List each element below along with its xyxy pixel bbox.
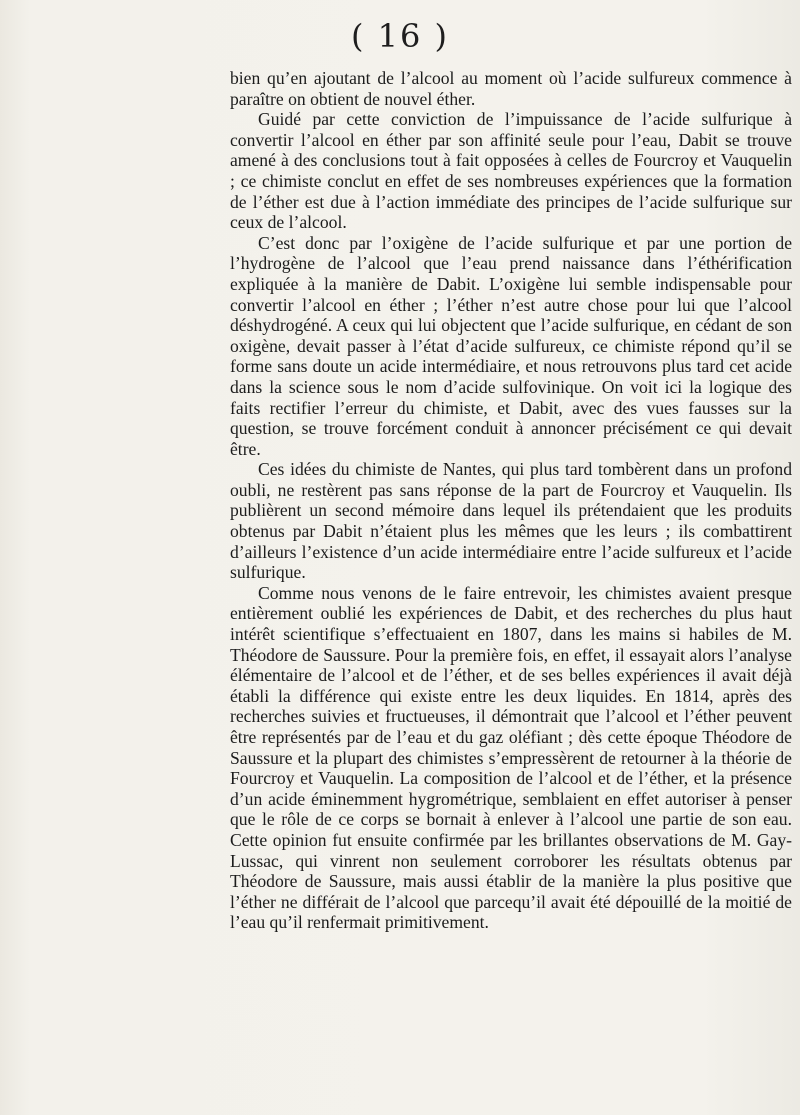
- paragraph-5: Comme nous venons de le faire entrevoir, les chimistes avaient presque entièrement oublié les expériences de Dabit, et des recherches du plus haut intérêt scientifique s’effectuaient en 1807, dans les mains si habiles de M. Théodore de Saussure. Pour la première fois, en effet, il essayait alors l’analyse élémentaire de l’alcool et de l’éther, et de ses belles expériences il avait déjà établi la différence qui existe entre les deux liquides. En 1814, après des recherches suivies et fructueuses, il démontrait que l’alcool et l’éther peuvent être représentés par de l’eau et du gaz oléfiant ; dès cette époque Théodore de Saussure et la plupart des chimistes s’empressèrent de retourner à la théorie de Fourcroy et Vauquelin. La composition de l’alcool et de l’éther, et la présence d’un acide éminemment hygrométrique, semblaient en effet autoriser à penser que le rôle de ce corps se bornait à enlever à l’alcool une partie de son eau. Cette opinion fut ensuite confirmée par les brillantes observations de M. Gay-Lussac, qui vinrent non seulement corroborer les résultats obtenus par Théodore de Saussure, mais aussi établir de la manière la plus positive que l’éther ne différait de l’alcool que parcequ’il avait été dépouillé de la moitié de l’eau qu’il renfermait primitivement.: [230, 582, 792, 933]
- body-text: [230, 68, 792, 933]
- paragraph-1: bien qu’en ajoutant de l’alcool au moment où l’acide sulfureux commence à paraître on obtient de nouvel éther.: [230, 68, 792, 109]
- paragraph-2: Guidé par cette conviction de l’impuissance de l’acide sulfurique à convertir l’alcool en éther par son affinité seule pour l’eau, Dabit se trouve amené à des conclusions tout à fait opposées à celles de Fourcroy et Vauquelin ; ce chimiste conclut en effet de ses nombreuses expériences que la formation de l’éther est due à l’action immédiate des principes de l’acide sulfurique sur ceux de l’alcool.: [230, 109, 792, 233]
- paragraph-3: C’est donc par l’oxigène de l’acide sulfurique et par une portion de l’hydrogène de l’alcool que l’eau prend naissance dans l’éthérification expliquée à la manière de Dabit. L’oxigène lui semble indispensable pour convertir l’alcool en éther ; l’éther n’est autre chose pour lui que l’alcool déshydrogéné. A ceux qui lui objectent que l’acide sulfurique, en cédant de son oxigène, devait passer à l’état d’acide sulfureux, ce chimiste répond qu’il se forme sans doute un acide intermédiaire, et nous retrouvons plus tard cet acide dans la science sous le nom d’acide sulfovinique. On voit ici la logique des faits rectifier l’erreur du chimiste, et Dabit, avec des vues fausses sur la question, se trouve forcément conduit à annoncer précisément ce qui devait être.: [230, 232, 792, 459]
- page-number: ( 16 ): [350, 17, 450, 55]
- paragraph-4: Ces idées du chimiste de Nantes, qui plus tard tombèrent dans un profond oubli, ne restèrent pas sans réponse de la part de Fourcroy et Vauquelin. Ils publièrent un second mémoire dans lequel ils prétendaient que les produits obtenus par Dabit n’étaient plus les mêmes que les leurs ; ils combattirent d’ailleurs l’existence d’un acide intermédiaire entre l’acide sulfureux et l’acide sulfurique.: [230, 459, 792, 583]
